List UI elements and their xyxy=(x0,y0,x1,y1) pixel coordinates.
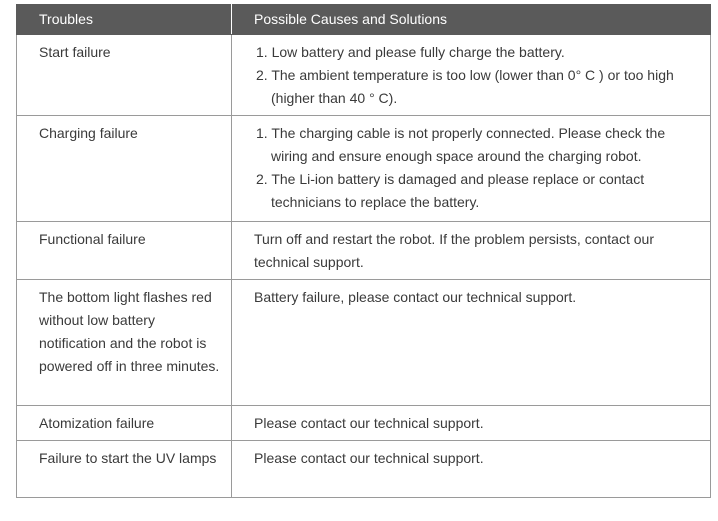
solution-text: Please contact our technical support. xyxy=(254,415,484,431)
trouble-cell: Charging failure xyxy=(17,116,232,222)
solution-cell xyxy=(232,441,711,498)
table-body xyxy=(17,35,711,498)
solution-text: Please contact our technical support. xyxy=(254,450,484,466)
solution-item: 2. The Li-ion battery is damaged and please replace or contact technicians to replace the battery. xyxy=(256,171,645,210)
solution-cell xyxy=(232,222,711,280)
solution-list xyxy=(256,122,702,214)
solution-cell xyxy=(232,406,711,441)
solution-item: 2. The ambient temperature is too low (lower than 0° C ) or too high (higher than 40 ° C). xyxy=(256,67,674,106)
table-row xyxy=(17,222,711,280)
header-row xyxy=(17,5,711,35)
solution-cell xyxy=(232,116,711,222)
troubleshooting-table xyxy=(16,4,711,498)
trouble-cell: The bottom light flashes red without low battery notification and the robot is powered off in three minutes. xyxy=(17,280,232,406)
table-row xyxy=(17,35,711,116)
table-header xyxy=(17,5,711,35)
table-row xyxy=(17,116,711,222)
trouble-cell: Failure to start the UV lamps xyxy=(17,441,232,498)
troubles-column-header: Troubles xyxy=(17,5,232,35)
solution-cell xyxy=(232,35,711,116)
solution-text: Battery failure, please contact our technical support. xyxy=(254,289,577,305)
solution-item: 1. Low battery and please fully charge the battery. xyxy=(256,44,565,60)
causes-column-header: Possible Causes and Solutions xyxy=(232,5,711,35)
table-row xyxy=(17,280,711,406)
table-row xyxy=(17,441,711,498)
table-row xyxy=(17,406,711,441)
solution-item: 1. The charging cable is not properly connected. Please check the wiring and ensure enough space around the charging robot. xyxy=(256,125,666,164)
solution-text: Turn off and restart the robot. If the problem persists, contact our technical support. xyxy=(254,231,654,270)
trouble-cell: Functional failure xyxy=(17,222,232,280)
solution-list xyxy=(256,41,702,110)
trouble-cell: Atomization failure xyxy=(17,406,232,441)
solution-cell xyxy=(232,280,711,406)
trouble-cell: Start failure xyxy=(17,35,232,116)
